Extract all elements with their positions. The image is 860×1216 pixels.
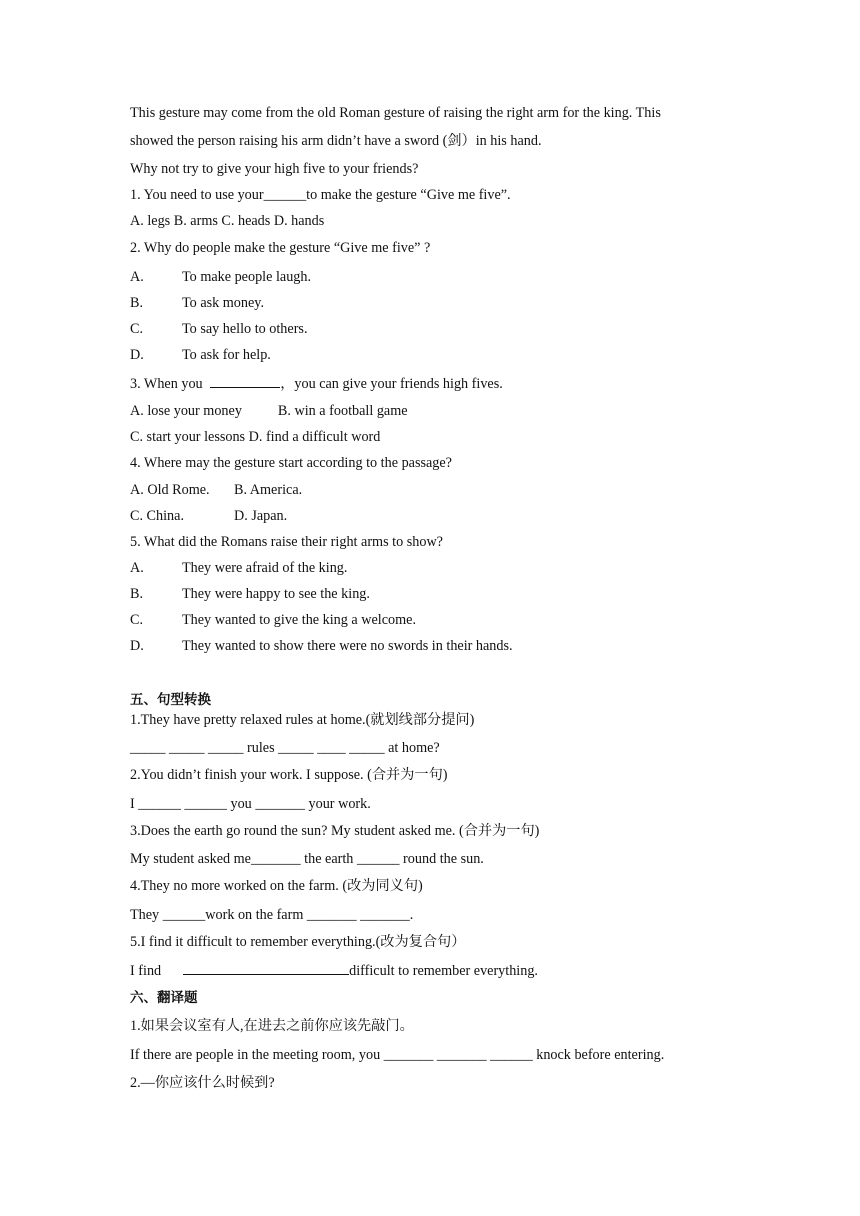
answer-blank [210, 374, 280, 388]
passage-line-3: Why not try to give your high five to your friends? [130, 161, 419, 177]
option-text: To make people laugh. [182, 269, 312, 285]
s5-item-5-answer [130, 961, 538, 980]
q2-option-b [130, 294, 264, 312]
q5-stem: 5. What did the Romans raise their right arms to show? [130, 534, 443, 550]
s5-item-3-answer: My student asked me_______ the earth ______ round the sun. [130, 851, 484, 867]
s5-item-5-answer-end: difficult to remember everything. [349, 963, 538, 979]
q5-option-a [130, 559, 347, 577]
option-letter: B. [130, 295, 144, 311]
option-text: They were afraid of the king. [182, 560, 348, 576]
option-text: To ask money. [182, 295, 265, 311]
q2-option-a [130, 268, 311, 286]
answer-blank [183, 961, 349, 975]
option-letter: B. [130, 586, 144, 602]
s5-item-2: 2.You didn’t finish your work. I suppose. (合并为一句) [130, 767, 448, 783]
q4-options-row-2 [130, 507, 287, 525]
q2-option-d [130, 346, 271, 364]
option-text: They were happy to see the king. [182, 586, 370, 602]
option-text: They wanted to show there were no swords in their hands. [182, 638, 513, 654]
q4-option-d: D. Japan. [234, 508, 288, 524]
option-text: To say hello to others. [182, 321, 308, 337]
q3-stem-start: 3. When you [130, 376, 207, 392]
s6-item-1-answer: If there are people in the meeting room, you _______ _______ ______ knock before entering. [130, 1047, 665, 1063]
q2-stem: 2. Why do people make the gesture “Give me five” ? [130, 240, 431, 256]
section-6-heading: 六、翻译题 [130, 990, 198, 1006]
s5-item-3: 3.Does the earth go round the sun? My student asked me. (合并为一句) [130, 823, 540, 839]
q3-stem-end: ，you can give your friends high fives. [280, 376, 503, 392]
option-letter: A. [130, 560, 144, 576]
s6-item-2: 2.—你应该什么时候到? [130, 1075, 275, 1091]
s6-item-1: 1.如果会议室有人,在进去之前你应该先敲门。 [130, 1018, 414, 1034]
q5-option-c [130, 611, 416, 629]
q3-options-row-2: C. start your lessons D. find a difficult word [130, 429, 381, 445]
option-text: They wanted to give the king a welcome. [182, 612, 417, 628]
q5-option-b [130, 585, 370, 603]
s5-item-4-answer: They ______work on the farm _______ _______. [130, 907, 414, 923]
s5-item-5-answer-start: I find [130, 963, 162, 979]
q3-options-row-1 [130, 402, 408, 420]
q4-option-a: A. Old Rome. [130, 482, 210, 498]
q4-stem: 4. Where may the gesture start according to the passage? [130, 455, 452, 471]
passage-line-2: showed the person raising his arm didn’t have a sword (剑）in his hand. [130, 133, 542, 149]
option-letter: C. [130, 321, 144, 337]
q4-option-c: C. China. [130, 508, 184, 524]
s5-item-5: 5.I find it difficult to remember everything.(改为复合句） [130, 934, 466, 950]
option-letter: A. [130, 269, 144, 285]
q1-options: A. legs B. arms C. heads D. hands [130, 213, 325, 229]
q3-option-a: A. lose your money [130, 403, 242, 419]
option-letter: D. [130, 638, 144, 654]
passage-line-1: This gesture may come from the old Roman gesture of raising the right arm for the king. This [130, 105, 661, 121]
q3-option-b: B. win a football game [277, 403, 408, 419]
q1-stem: 1. You need to use your______to make the gesture “Give me five”. [130, 187, 511, 203]
q4-options-row-1 [130, 481, 302, 499]
s5-item-2-answer: I ______ ______ you _______ your work. [130, 796, 371, 812]
option-letter: C. [130, 612, 144, 628]
q5-option-d [130, 637, 513, 655]
q2-option-c [130, 320, 308, 338]
s5-item-4: 4.They no more worked on the farm. (改为同义句) [130, 878, 423, 894]
q4-option-b: B. America. [234, 482, 303, 498]
q3-stem [130, 374, 503, 393]
s5-item-1: 1.They have pretty relaxed rules at home.(就划线部分提问) [130, 712, 475, 728]
option-letter: D. [130, 347, 144, 363]
option-text: To ask for help. [182, 347, 271, 363]
s5-item-1-answer: _____ _____ _____ rules _____ ____ _____ at home? [130, 740, 440, 756]
section-5-heading: 五、句型转换 [130, 692, 211, 708]
